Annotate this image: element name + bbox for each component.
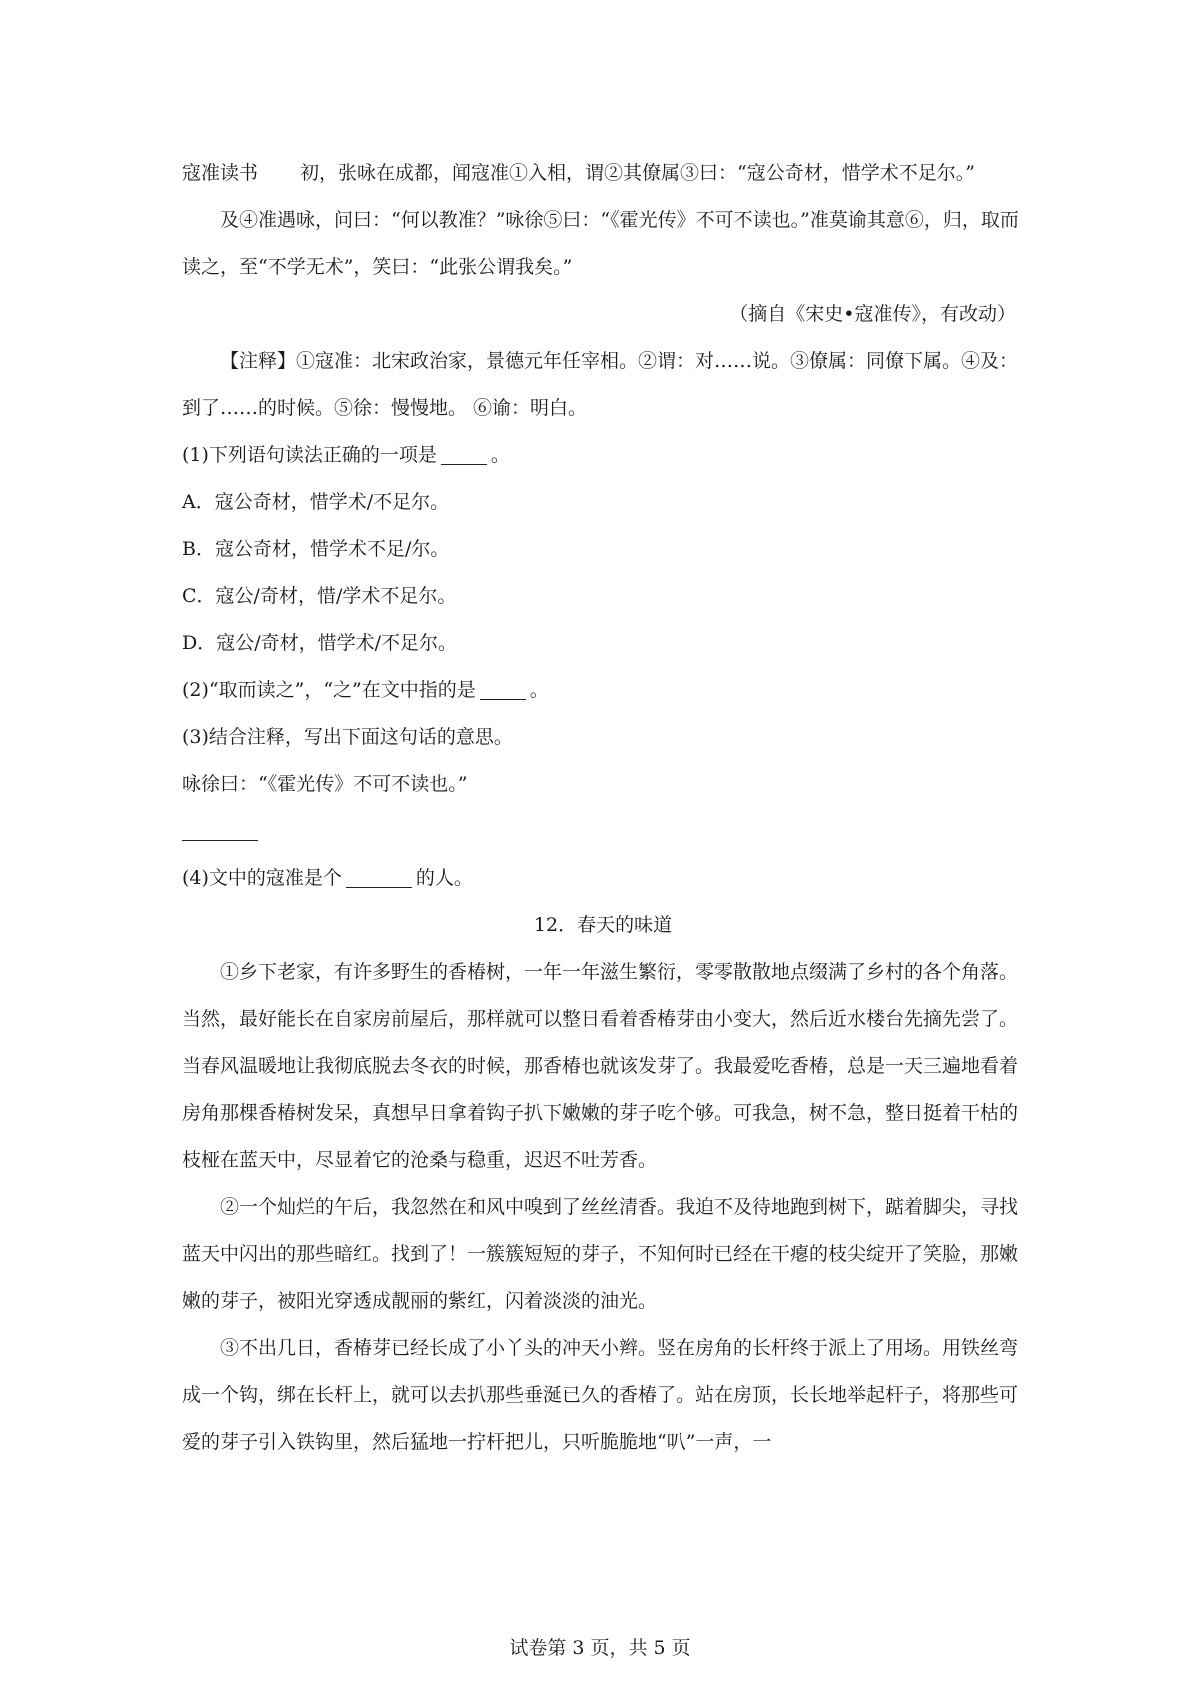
passage1-title: 寇准读书 — [182, 162, 259, 184]
passage2-paragraph-1: ①乡下老家，有许多野生的香椿树，一年一年滋生繁衍，零零散散地点缀满了乡村的各个角落。当然，最好能长在自家房前屋后，那样就可以整日看着香椿芽由小变大，然后近水楼台先摘先尝了。当春风温暖地让我彻底脱去冬衣的时候，那香椿也就该发芽了。我最爱吃香椿，总是一天三遍地看着房角那棵香椿树发呆，真想早日拿着钩子扒下嫩嫩的芽子吃个够。可我急，树不急，整日挺着干枯的枝桠在蓝天中，尽显着它的沧桑与稳重，迟迟不吐芳香。 — [182, 961, 1019, 1171]
question-4-suffix: 的人。 — [415, 867, 473, 889]
question-2-text: (2)“取而读之”，“之”在文中指的是 — [182, 679, 476, 701]
passage2-paragraph-3: ③不出几日，香椿芽已经长成了小丫头的冲天小辫。竖在房角的长杆终于派上了用场。用铁丝弯成一个钩，绑在长杆上，就可以去扒那些垂涎已久的香椿了。站在房顶，长长地举起杆子，将那些可爱的芽子引入铁钩里，然后猛地一拧杆把儿，只听脆脆地“叭”一声，一 — [182, 1337, 1019, 1453]
answer-blank-q3 — [182, 818, 258, 841]
page-footer: 试卷第 3 页，共 5 页 — [509, 1637, 691, 1659]
answer-line-q3-row — [182, 808, 1024, 855]
question-4-text: (4)文中的寇准是个 — [182, 867, 342, 889]
passage1-first-line — [182, 150, 1024, 197]
passage1-notes: 【注释】①寇准：北宋政治家，景德元年任宰相。②谓：对……说。③僚属：同僚下属。④及：到了……的时候。⑤徐：慢慢地。 ⑥谕：明白。 — [182, 350, 1019, 419]
option-d: D．寇公/奇材，惜学术/不足尔。 — [182, 632, 458, 654]
option-c: C．寇公/奇材，惜/学术不足尔。 — [182, 585, 457, 607]
question-3-sentence: 咏徐曰：“《霍光传》不可不读也。” — [182, 773, 468, 795]
page-content — [182, 150, 1024, 1466]
passage2-heading: 12．春天的味道 — [533, 914, 673, 936]
passage1-paragraph-1: 初，张咏在成都，闻寇准①入相，谓②其僚属③曰：“寇公奇材，惜学术不足尔。” — [300, 162, 975, 184]
question-2-suffix: 。 — [529, 679, 549, 701]
option-b: B．寇公奇材，惜学术不足/尔。 — [182, 538, 450, 560]
answer-blank-q2 — [480, 677, 526, 700]
option-a: A．寇公奇材，惜学术/不足尔。 — [182, 491, 450, 513]
question-1 — [182, 432, 1024, 479]
question-2 — [182, 667, 1024, 714]
question-1-suffix: 。 — [490, 444, 510, 466]
question-3: (3)结合注释，写出下面这句话的意思。 — [182, 726, 513, 748]
answer-blank-q4 — [346, 865, 412, 888]
question-4 — [182, 855, 1024, 902]
passage2-paragraph-2: ②一个灿烂的午后，我忽然在和风中嗅到了丝丝清香。我迫不及待地跑到树下，踮着脚尖，寻找蓝天中闪出的那些暗红。找到了！一簇簇短短的芽子，不知何时已经在干瘪的枝尖绽开了笑脸，那嫩嫩的芽子，被阳光穿透成靓丽的紫红，闪着淡淡的油光。 — [182, 1196, 1019, 1312]
question-1-text: (1)下列语句读法正确的一项是 — [182, 444, 437, 466]
passage1-source: （摘自《宋史•寇准传》，有改动） — [729, 303, 1016, 325]
passage1-paragraph-2: 及④准遇咏，问曰：“何以教准？”咏徐⑤曰：“《霍光传》不可不读也。”准莫谕其意⑥，归，取而读之，至“不学无术”，笑曰：“此张公谓我矣。” — [182, 209, 1019, 278]
answer-blank-q1 — [441, 442, 487, 465]
